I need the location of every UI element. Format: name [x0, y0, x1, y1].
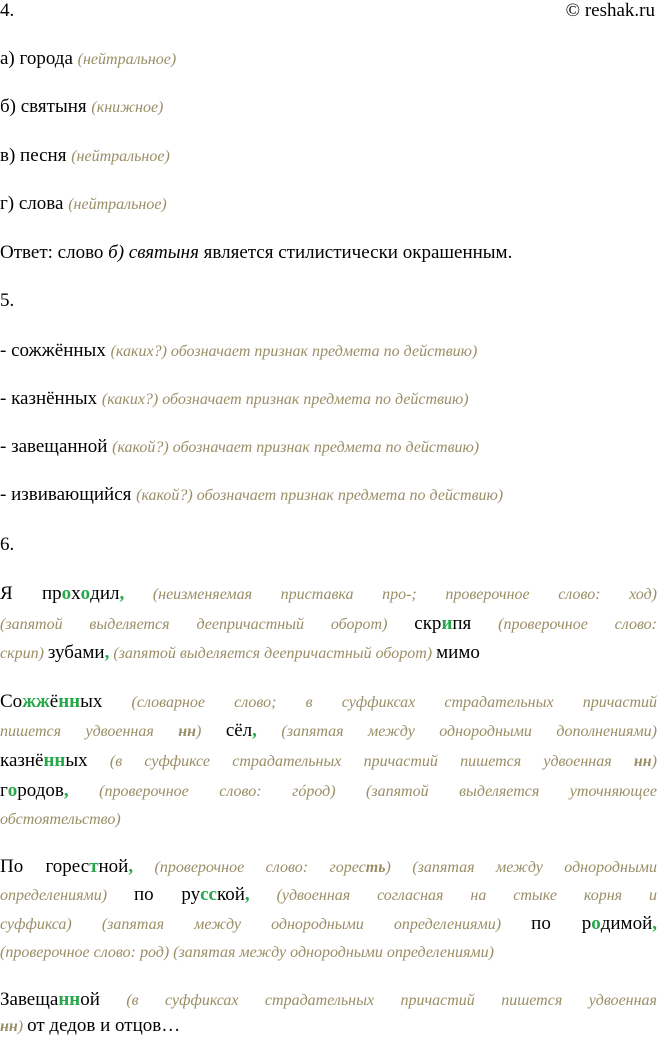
p3-line3: суффикса) (запятая между однородными определениями) по родимой,: [0, 913, 657, 934]
p1-line3: скрип) зубами, (запятой выделяется деепричастный оборот) мимо: [0, 642, 480, 663]
task4-answer: Ответ: слово б) святыня является стилистически окрашенным.: [0, 242, 513, 263]
task-number-6: 6.: [0, 534, 15, 555]
option-hint: (нейтральное): [71, 148, 170, 165]
task4-option-b: [0, 96, 163, 119]
p2-line5: обстоятельство): [0, 811, 121, 828]
task4-option-c: [0, 145, 170, 168]
option-hint: (книжное): [91, 99, 164, 116]
p1-line1: Я проходил, (неизменяемая приставка про-; проверочное слово: ход): [0, 583, 657, 604]
p3-line2: определениями) по русской, (удвоенная согласная на стыке корня и: [0, 884, 657, 905]
task-number-4: 4.: [0, 0, 15, 21]
task4-option-d: [0, 193, 167, 216]
p2-line4: городов, (проверочное слово: гóрод) (запятой выделяется уточняющее: [0, 780, 657, 801]
p1-line2: (запятой выделяется деепричастный оборот) скрипя (проверочное слово:: [0, 613, 657, 634]
task4-option-a: [0, 48, 176, 71]
option-text: г) слова: [0, 193, 69, 214]
task5-item: - сожжённых (каких?) обозначает признак предмета по действию): [0, 340, 478, 361]
p3-line4: (проверочное слово: род) (запятая между однородными определениями): [0, 944, 494, 961]
task5-item: - извивающийся (какой?) обозначает признак предмета по действию): [0, 484, 504, 505]
option-text: б) святыня: [0, 96, 92, 117]
option-text: в) песня: [0, 145, 72, 166]
copyright-label: © reshak.ru: [565, 0, 655, 21]
task-number-5: 5.: [0, 290, 15, 311]
p4-line1: Завещанной (в суффиксах страдательных причастий пишется удвоенная: [0, 989, 657, 1010]
p2-line2: пишется удвоенная нн) сёл, (запятая между однородными дополнениями): [0, 720, 657, 741]
p2-line3: казнённых (в суффиксе страдательных причастий пишется удвоенная нн): [0, 750, 657, 771]
task5-item: - завещанной (какой?) обозначает признак предмета по действию): [0, 436, 480, 457]
p3-line1: По горестной, (проверочное слово: горесть) (запятая между однородными: [0, 856, 657, 877]
option-hint: (нейтральное): [68, 196, 167, 213]
option-hint: (нейтральное): [77, 51, 177, 68]
task5-item: - казнённых (каких?) обозначает признак предмета по действию): [0, 388, 469, 409]
option-text: а) города: [0, 48, 78, 69]
p2-line1: Сожжённых (словарное слово; в суффиксах страдательных причастий: [0, 691, 657, 712]
p4-line2: нн) от дедов и отцов…: [0, 1015, 181, 1036]
